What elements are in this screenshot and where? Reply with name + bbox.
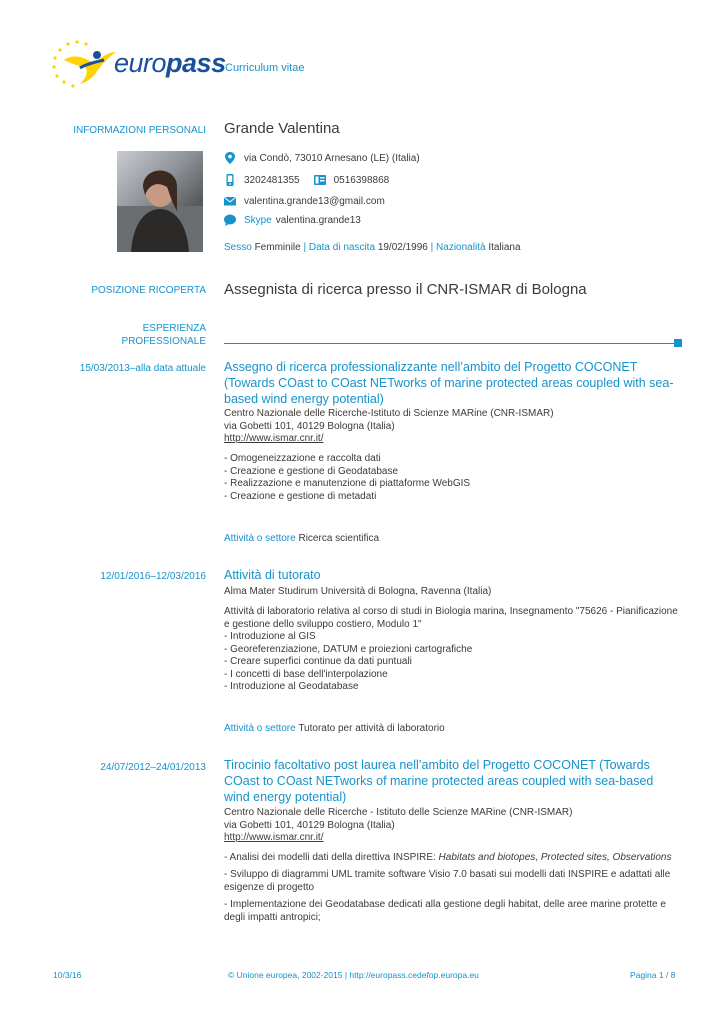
job-employer [224,807,572,845]
job-sector [224,723,445,736]
sector-label: Attività o settore [224,533,296,544]
sector-value: Tutorato per attività di laboratorio [298,723,445,734]
employer-address: via Gobetti 101, 40129 Bologna (Italia) [224,420,395,432]
list-item: - I concetti di base dell'interpolazione [224,668,388,680]
list-item: - Realizzazione e manutenzione di piattaforme WebGIS [224,478,471,489]
email-link[interactable]: valentina.grande13@gmail.com [244,195,385,207]
phone-number: 0516398868 [333,174,390,186]
list-item: - Creare superfici continue da dati puntuali [224,656,412,667]
section-label-position: POSIZIONE RICOPERTA [91,285,206,296]
employer-url-link[interactable]: http://www.ismar.cnr.it/ [224,832,324,843]
birth-label: Data di nascita [308,242,376,253]
envelope-icon [224,195,236,207]
job-date: 15/03/2013–alla data attuale [79,363,206,374]
employer-name: Centro Nazionale delle Ricerche-Istituto di Scienze MARine (CNR-ISMAR) [224,408,554,419]
europass-logo [50,38,226,90]
position-title: Assegnista di ricerca presso il CNR-ISMAR di Bologna [224,281,587,298]
skype-id: valentina.grande13 [275,214,361,226]
nationality-value: Italiana [488,242,521,253]
job-date: 24/07/2012–24/01/2013 [100,762,206,773]
sector-label: Attività o settore [224,723,296,734]
section-label-personal: INFORMAZIONI PERSONALI [73,125,206,136]
sex-value: Femminile [254,242,301,253]
employer-url-link[interactable]: http://www.ismar.cnr.it/ [224,433,324,444]
experience-label-line2: PROFESSIONALE [121,336,206,347]
footer-page-number: Pagina 1 / 8 [630,970,676,980]
job-duty: - Sviluppo di diagrammi UML tramite software Visio 7.0 basati sui modelli dati INSPIRE e adattati alle esigenze di progetto [224,869,671,893]
list-item: - Georeferenziazione, DATUM e proiezioni cartografiche [224,643,473,655]
logo-euro: euro [114,48,167,78]
separator: | [430,242,434,253]
skype-label: Skype [244,214,272,226]
mobile-number: 3202481355 [244,174,300,186]
job-description: Attività di laboratorio relativa al corso di studi in Biologia marina, Insegnamento "75626 - Pianificazione e gestione dello sviluppo costiero, Modulo 1" - Introduzione al GIS - Georeferenziazione, DATUM e proiezioni cartografiche - Creare superfici continue da dati puntuali - I concetti di base dell'interpolazione - Introduzione al Geodatabase [224,606,678,692]
job-sector [224,533,379,546]
nationality-label: Nazionalità [436,242,486,253]
experience-label-line1: ESPERIENZA [142,323,206,334]
section-divider [224,343,674,344]
chat-bubble-icon [224,214,236,226]
sector-value: Ricerca scientifica [298,533,380,544]
list-item: - Creazione e gestione di Geodatabase [224,465,399,477]
mobile-phone-icon [224,174,236,186]
list-item: - Introduzione al Geodatabase [224,681,359,692]
profile-photo [117,151,203,252]
list-item: - Introduzione al GIS [224,631,316,642]
employer-name: Centro Nazionale delle Ricerche - Istituto delle Scienze MARine (CNR-ISMAR) [224,807,573,818]
personal-details-line [224,242,521,255]
job-duties [224,453,470,503]
address-text: via Condò, 73010 Arnesano (LE) (Italia) [244,152,420,164]
employer-address: via Gobetti 101, 40129 Bologna (Italia) [224,819,395,831]
desk-phone-icon [314,174,326,186]
cv-subtitle: Curriculum vitae [225,62,305,74]
address-row [224,152,420,164]
separator: | [303,242,307,253]
footer-copyright: © Unione europea, 2002-2015 | http://europass.cedefop.europa.eu [228,970,479,980]
email-row [224,195,385,207]
job-title: Tirocinio facoltativo post laurea nell’ambito del Progetto COCONET (Towards COast to COast NETworks of marine protected areas coupled with sea-based wind energy potential) [224,758,654,804]
birth-value: 19/02/1996 [377,242,428,253]
job-title: Attività di tutorato [224,568,321,582]
section-divider-marker [674,339,682,347]
phone-row [224,174,389,186]
job-duty: - Implementazione dei Geodatabase dedicati alla gestione degli habitat, delle aree marine protette e degli impatti antropici; [224,899,666,923]
footer-date: 10/3/16 [53,970,82,980]
job-employer [224,408,554,446]
job-date: 12/01/2016–12/03/2016 [100,571,206,582]
employer-name: Alma Mater Studirum Università di Bologna, Ravenna (Italia) [224,586,492,597]
list-item: - Creazione e gestione di metadati [224,490,377,502]
logo-pass: pass [166,48,226,78]
location-pin-icon [224,152,236,164]
sex-label: Sesso [224,242,252,253]
job-title: Assegno di ricerca professionalizzante nell’ambito del Progetto COCONET (Towards COast to COast NETworks of marine protected areas coupled with sea- based wind energy potential) [224,360,674,406]
person-name: Grande Valentina [224,120,340,137]
section-label-experience [56,322,206,348]
skype-row [224,214,361,226]
job-duty: - Analisi dei modelli dati della direttiva INSPIRE: Habitats and biotopes, Protected sites, Observations [224,852,672,863]
list-item: - Omogeneizzazione e raccolta dati [224,453,381,464]
europass-star-figure-icon [50,38,120,90]
